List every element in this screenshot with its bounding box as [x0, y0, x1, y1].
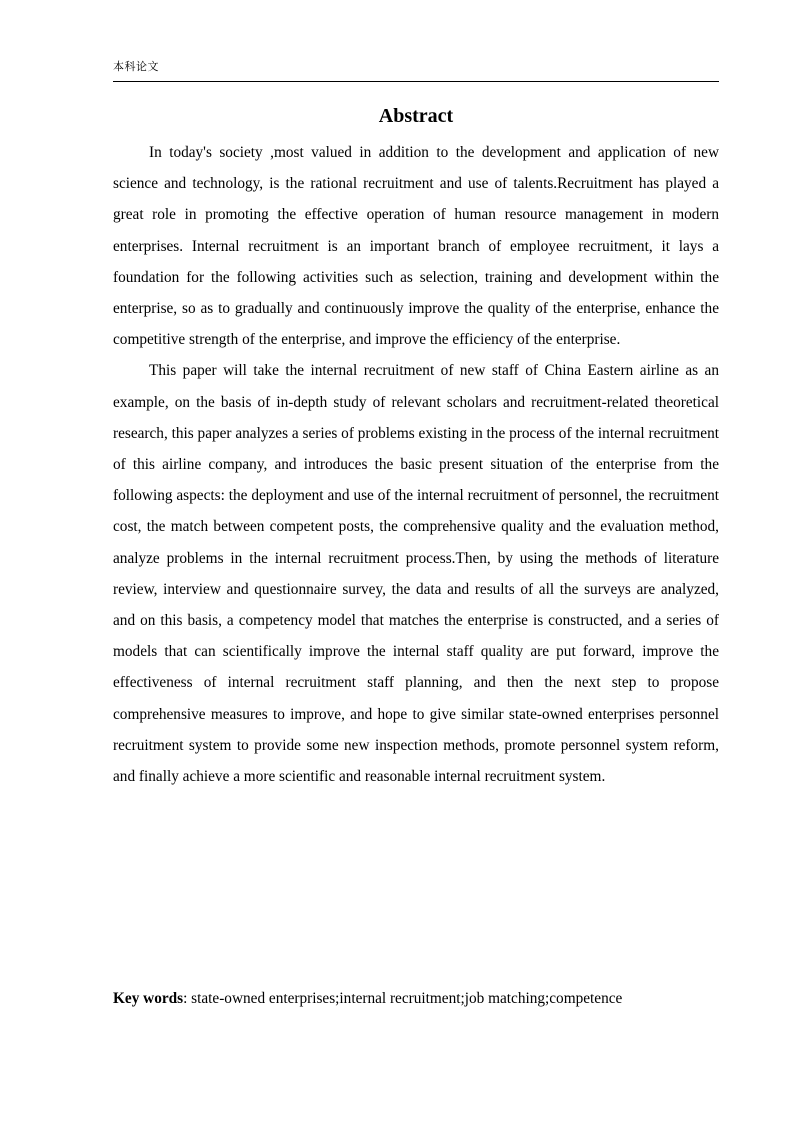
- header-divider: [113, 81, 719, 82]
- page-header: 本科论文: [113, 60, 159, 73]
- abstract-paragraph: This paper will take the internal recruitment of new staff of China Eastern airline as an example, on the basis of in-depth study of relevant scholars and recruitment-related theoretical research, this paper analyzes a series of problems existing in the process of the internal recruitment of this airline company, and introduces the basic present situation of the enterprise from the following aspects: the deployment and use of the internal recruitment of personnel, the recruitment cost, the match between competent posts, the comprehensive quality and the evaluation method, analyze problems in the internal recruitment process.Then, by using the methods of literature review, interview and questionnaire survey, the data and results of all the surveys are analyzed, and on this basis, a competency model that matches the enterprise is constructed, and a series of models that can scientifically improve the internal staff quality are put forward, improve the effectiveness of internal recruitment staff planning, and then the next step to propose comprehensive measures to improve, and hope to give similar state-owned enterprises personnel recruitment system to provide some new inspection methods, promote personnel system reform, and finally achieve a more scientific and reasonable internal recruitment system.: [113, 362, 719, 786]
- keywords-label: Key words: [113, 990, 184, 1007]
- abstract-title: Abstract: [378, 105, 454, 127]
- abstract-body: [113, 137, 719, 792]
- abstract-paragraph: In today's society ,most valued in addition to the development and application of new science and technology, is the rational recruitment and use of talents.Recruitment has played a great role in promoting the effective operation of human resource management in modern enterprises. Internal recruitment is an important branch of employee recruitment, it lays a foundation for the following activities such as selection, training and development within the enterprise, so as to gradually and continuously improve the quality of the enterprise, enhance the competitive strength of the enterprise, and improve the efficiency of the enterprise.: [113, 144, 719, 349]
- keywords-text: : state-owned enterprises;internal recruitment;job matching;competence: [183, 990, 623, 1007]
- keywords-line: [113, 987, 719, 1011]
